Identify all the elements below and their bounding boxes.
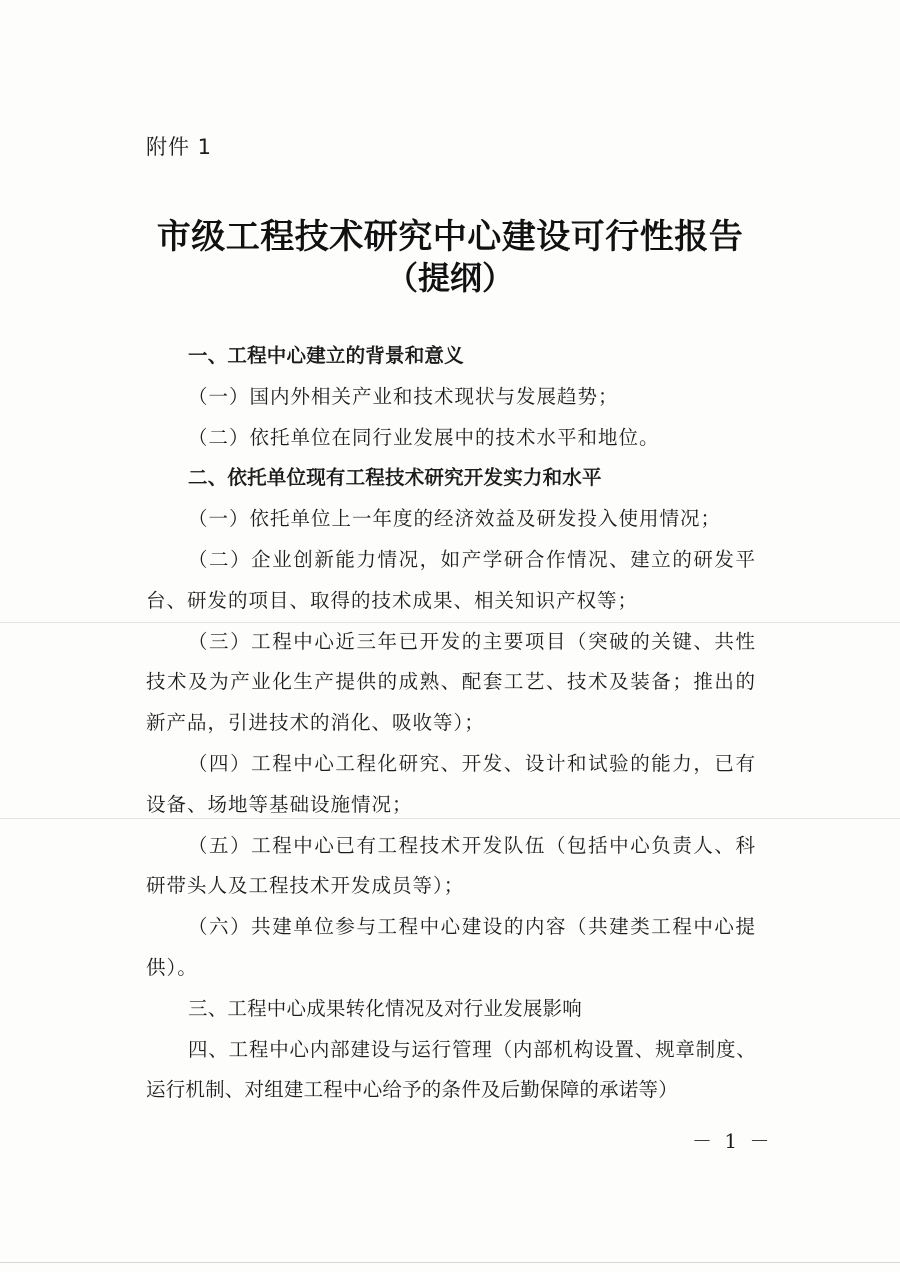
document-title: 市级工程技术研究中心建设可行性报告 [156,217,744,257]
outline-subitem: （五）工程中心已有工程技术开发队伍（包括中心负责人、科研带头人及工程技术开发成员等）； [146,833,756,898]
outline-body [146,336,756,1111]
outline-section-heading: 二、依托单位现有工程技术研究开发实力和水平 [188,466,602,490]
document-subtitle: （提纲） [385,259,514,297]
outline-subitem: （四）工程中心工程化研究、开发、设计和试验的能力，已有设备、场地等基础设施情况； [146,751,756,816]
outline-subitem: （三）工程中心近三年已开发的主要项目（突破的关键、共性技术及为产业化生产提供的成熟、配套工艺、技术及装备；推出的新产品，引进技术的消化、吸收等）； [146,629,756,735]
page-number: － 1 － [692,1129,773,1153]
outline-section-heading: 一、工程中心建立的背景和意义 [188,344,464,367]
outline-section-heading: 四、工程中心内部建设与运行管理（内部机构设置、规章制度、运行机制、对组建工程中心给予的条件及后勤保障的承诺等） [146,1037,756,1102]
outline-section-heading: 三、工程中心成果转化情况及对行业发展影响 [188,996,583,1020]
outline-subitem: （六）共建单位参与工程中心建设的内容（共建类工程中心提供）。 [146,915,756,979]
outline-subitem: （二）企业创新能力情况，如产学研合作情况、建立的研发平台、研发的项目、取得的技术成果、相关知识产权等； [146,547,756,612]
attachment-label: 附件 1 [146,135,213,159]
scan-artifact-line [0,1262,900,1263]
outline-subitem: （一）依托单位上一年度的经济效益及研发投入使用情况； [188,507,722,531]
outline-subitem: （二）依托单位在同行业发展中的技术水平和地位。 [188,425,660,449]
outline-subitem: （一）国内外相关产业和技术现状与发展趋势； [188,384,619,408]
